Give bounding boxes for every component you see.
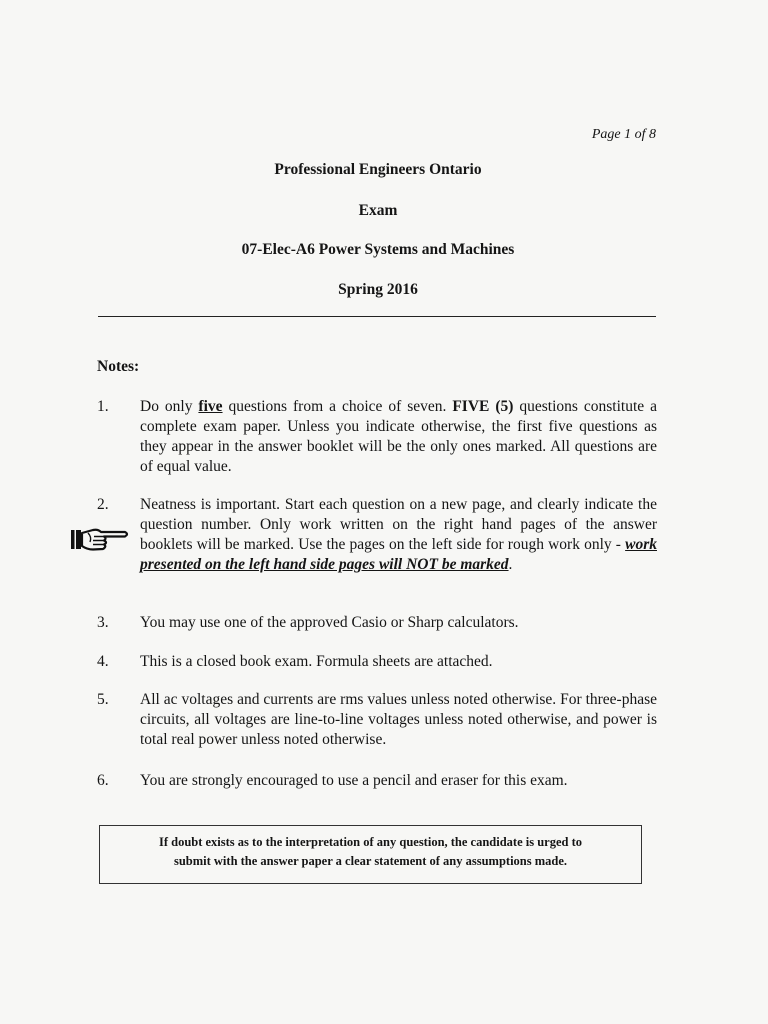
assumptions-notice-box — [99, 825, 642, 884]
note-text: . — [508, 556, 513, 573]
note-emphasis: five — [198, 398, 223, 415]
note-item-4 — [97, 652, 657, 672]
note-body — [140, 613, 657, 633]
note-text: Do only — [140, 398, 199, 415]
note-item-5 — [97, 690, 657, 750]
note-text: All ac voltages and currents are rms values unless noted otherwise. For three-phase circuits, all voltages are line-to-line voltages unless noted otherwise, and power is total real power unless noted otherwise. — [140, 691, 657, 748]
notice-line: If doubt exists as to the interpretation of any question, the candidate is urged to — [158, 835, 583, 849]
notice-line: submit with the answer paper a clear statement of any assumptions made. — [173, 854, 568, 868]
header-divider — [98, 316, 656, 317]
note-number: 3. — [97, 614, 109, 631]
note-text: Neatness is important. Start each question on a new page, and clearly indicate the question number. Only work written on the right hand pages of the answer booklets will be marked. Use the pages on the left side for rough work only - — [140, 496, 657, 553]
note-item-1 — [97, 397, 657, 477]
page-label: Page 1 of 8 — [591, 127, 656, 142]
note-body — [140, 397, 657, 477]
note-text: questions from a choice of seven. — [222, 398, 453, 415]
note-number: 2. — [97, 496, 109, 513]
note-emphasis: FIVE (5) — [452, 398, 514, 415]
note-text: questions constitute a complete exam paper. Unless you indicate otherwise, the first five questions as they appear in the answer booklet will be the only ones marked. All questions are of equal value. — [140, 398, 658, 475]
note-body — [140, 495, 657, 575]
note-number: 5. — [97, 691, 109, 708]
organization-title: Professional Engineers Ontario — [274, 161, 482, 178]
note-body — [140, 690, 657, 750]
exam-term: Spring 2016 — [338, 281, 418, 298]
note-text: This is a closed book exam. Formula sheets are attached. — [140, 653, 493, 670]
document-type: Exam — [358, 202, 398, 219]
note-item-3 — [97, 613, 657, 633]
note-item-6 — [97, 771, 657, 791]
note-body — [140, 652, 657, 672]
note-number: 4. — [97, 653, 109, 670]
note-number: 1. — [97, 398, 109, 415]
note-emphasis: work presented on the left hand side pages will NOT be marked — [140, 536, 657, 573]
course-title: 07-Elec-A6 Power Systems and Machines — [241, 241, 515, 258]
notes-title: Notes: — [97, 358, 140, 375]
note-number: 6. — [97, 772, 109, 789]
note-item-2 — [97, 495, 657, 575]
note-text: You are strongly encouraged to use a pencil and eraser for this exam. — [140, 772, 568, 789]
note-text: You may use one of the approved Casio or Sharp calculators. — [140, 614, 519, 631]
note-body — [140, 771, 657, 791]
